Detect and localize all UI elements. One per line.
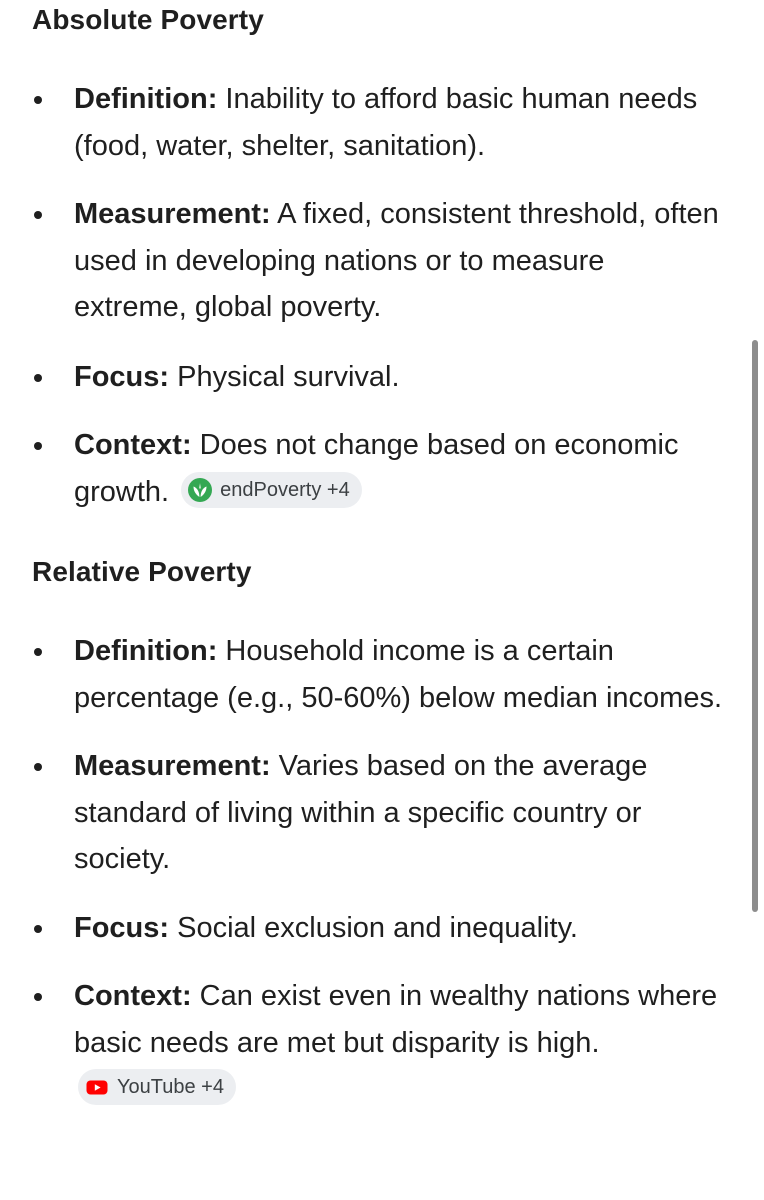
bullet-dot	[34, 925, 42, 933]
item-label: Context:	[74, 429, 192, 461]
bullet-dot	[34, 374, 42, 382]
list-item	[0, 422, 764, 515]
list-item	[0, 76, 764, 169]
bullet-dot	[34, 763, 42, 771]
relative-poverty-list	[0, 628, 764, 1113]
chip-label: endPoverty +4	[220, 478, 350, 501]
list-item	[0, 628, 764, 721]
item-label: Definition:	[74, 635, 218, 667]
absolute-poverty-list	[0, 76, 764, 515]
bullet-dot	[34, 211, 42, 219]
item-label: Measurement:	[74, 750, 271, 782]
list-item	[0, 743, 764, 883]
item-text: Household income is a certain percentage (e.g., 50-60%) below median incomes.	[74, 635, 723, 714]
source-chip-endpoverty[interactable]	[181, 472, 362, 508]
item-text: Physical survival.	[169, 360, 400, 393]
item-label: Focus:	[74, 911, 170, 944]
item-text: A fixed, consistent threshold, often used in developing nations or to measure extreme, global poverty.	[74, 198, 719, 323]
list-item	[0, 973, 764, 1113]
bullet-dot	[34, 648, 42, 656]
item-label: Definition:	[74, 83, 218, 115]
item-text: Can exist even in wealthy nations where basic needs are met but disparity is high.	[74, 980, 718, 1059]
list-item	[0, 191, 764, 331]
bullet-dot	[34, 96, 42, 104]
bullet-dot	[34, 993, 42, 1001]
item-text: Varies based on the average standard of living within a specific country or society.	[74, 750, 648, 875]
item-label: Focus:	[74, 360, 170, 393]
item-label: Context:	[74, 980, 192, 1012]
bullet-dot	[34, 442, 42, 450]
chip-label: YouTube +4	[117, 1076, 224, 1099]
section-title-relative-poverty: Relative Poverty	[32, 556, 252, 587]
endpoverty-leaf-icon	[187, 477, 213, 503]
item-text: Inability to afford basic human needs (food, water, shelter, sanitation).	[74, 83, 698, 162]
item-label: Measurement:	[74, 198, 271, 230]
item-text: Does not change based on economic growth.	[74, 429, 679, 508]
section-title-absolute-poverty: Absolute Poverty	[32, 4, 264, 35]
list-item	[0, 905, 764, 952]
scrollbar-thumb[interactable]	[752, 340, 758, 912]
source-chip-youtube[interactable]	[78, 1069, 236, 1105]
item-text: Social exclusion and inequality.	[169, 911, 578, 944]
youtube-icon	[84, 1074, 110, 1100]
list-item	[0, 354, 764, 401]
